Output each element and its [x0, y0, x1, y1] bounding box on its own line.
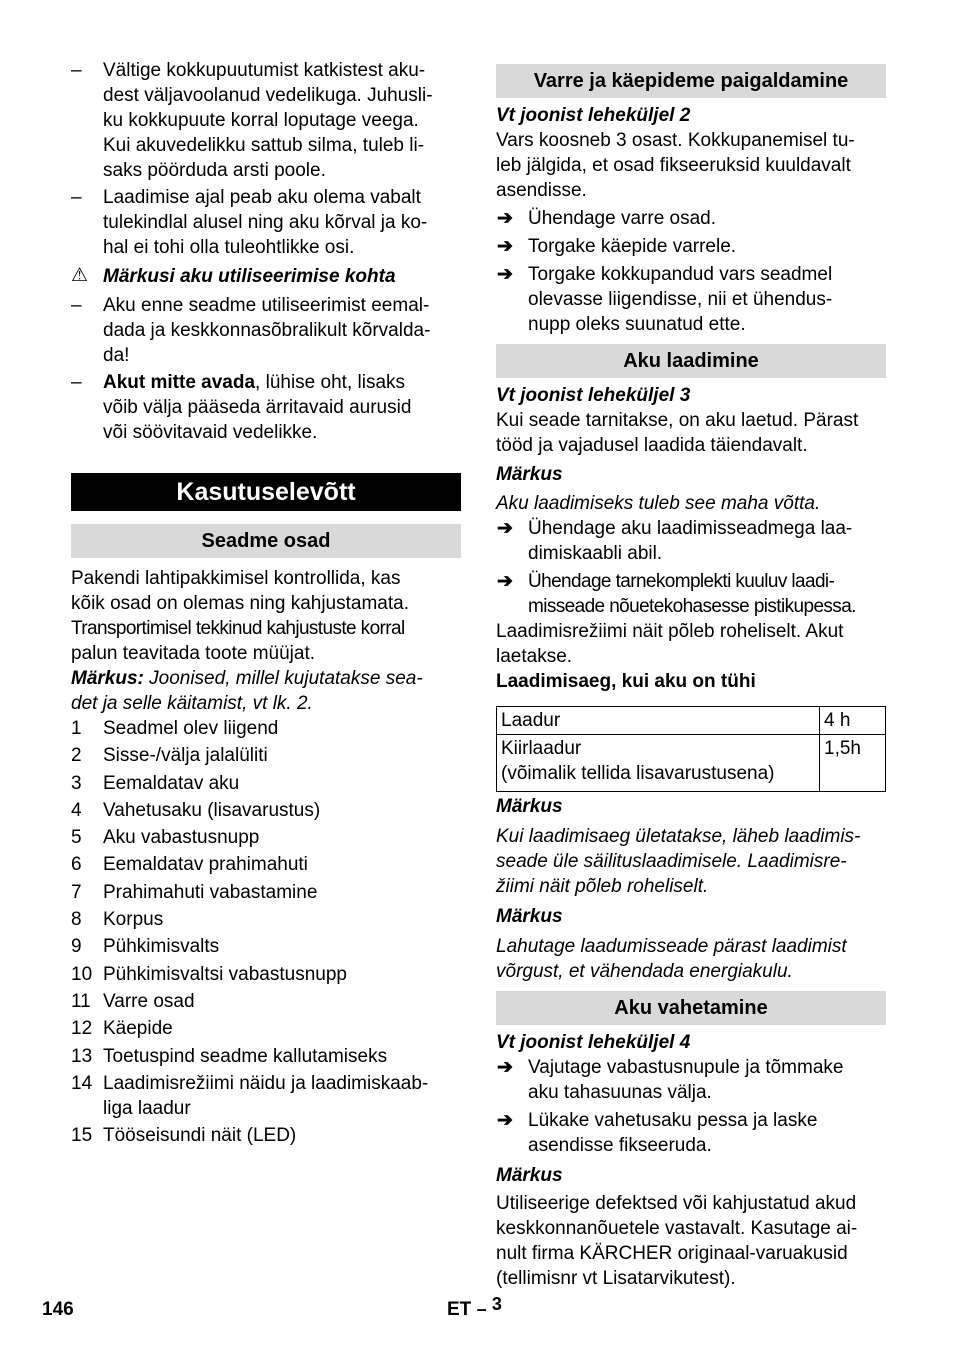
- list-item: [71, 989, 461, 1014]
- dash-mark: –: [71, 372, 82, 393]
- text-line: hal ei tohi olla tuleohtlikke osi.: [103, 237, 355, 258]
- step-list: [496, 206, 886, 337]
- text-line: Kui akuvedelikku sattub silma, tuleb li-: [103, 135, 425, 156]
- item-text: Varre osad: [103, 990, 195, 1012]
- text-line: asendisse.: [496, 180, 587, 201]
- cell-text: (võimalik tellida lisavarustusena): [501, 763, 775, 784]
- note-label: Märkus: [496, 796, 563, 817]
- subsection-title: Seadme osad: [71, 524, 461, 558]
- left-column: [71, 58, 461, 1150]
- text-line: Laadimisrežiimi näit põleb roheliselt. Akut: [496, 621, 844, 642]
- figure-reference: Vt joonist leheküljel 2: [496, 105, 691, 126]
- dash-mark: –: [71, 187, 82, 208]
- table-cell: 1,5h: [820, 735, 886, 792]
- footer-dash: –: [476, 1299, 487, 1319]
- paragraph: [496, 408, 886, 458]
- step-text: Ühendage aku laadimisseadmega laa-: [528, 518, 853, 539]
- text-line: Laadimise ajal peab aku olema vabalt: [103, 187, 421, 208]
- item-text: Laadimisrežiimi näidu ja laadimiskaab-: [103, 1072, 429, 1094]
- list-item: [71, 962, 461, 987]
- text-line: žiimi näit põleb roheliselt.: [496, 876, 709, 897]
- list-item: [71, 1044, 461, 1069]
- text-line: Kui seade tarnitakse, on aku laetud. Pärast: [496, 410, 859, 431]
- text-line: ku kokkupuute korral loputage veega.: [103, 110, 419, 131]
- text-run: , lühise oht, lisaks: [255, 372, 406, 393]
- subsection-title: Aku vahetamine: [496, 991, 886, 1025]
- item-text: Toetuspind seadme kallutamiseks: [103, 1045, 388, 1067]
- list-item: [71, 771, 461, 796]
- section-title: Kasutuselevõtt: [71, 473, 461, 511]
- item-number: 3: [71, 772, 82, 794]
- figure-reference: Vt joonist leheküljel 3: [496, 385, 691, 406]
- step-item: [496, 1055, 886, 1105]
- step-text: Torgake käepide varrele.: [528, 236, 737, 257]
- list-item: [71, 293, 461, 368]
- step-text: Torgake kokkupandud vars seadmel: [528, 264, 833, 285]
- parts-list: [71, 716, 461, 1148]
- step-text: asendisse fikseeruda.: [528, 1135, 712, 1156]
- text-line: dada ja keskkonnasõbralikult kõrvalda-: [103, 320, 431, 341]
- intro-paragraph: [71, 566, 461, 666]
- dash-mark: –: [71, 60, 82, 81]
- text-line: Kui laadimisaeg ületatakse, läheb laadimis-: [496, 826, 861, 847]
- note-label: Märkus: [496, 464, 563, 485]
- arrow-icon: ➔: [497, 208, 513, 229]
- text-line: da!: [103, 345, 130, 366]
- table-cell: [497, 707, 820, 735]
- step-item: [496, 569, 886, 619]
- step-item: [496, 516, 886, 566]
- arrow-icon: ➔: [497, 264, 513, 285]
- text-run: Joonised, millel kujutatakse sea-: [143, 668, 423, 689]
- list-item: [71, 58, 461, 183]
- text-line: dest väljavoolanud vedelikuga. Juhusli-: [103, 85, 433, 106]
- text-line: det ja selle käitamist, vt lk. 2.: [71, 693, 313, 714]
- item-text: Tööseisundi näit (LED): [103, 1125, 297, 1147]
- item-text: Vahetusaku (lisavarustus): [103, 799, 321, 821]
- item-number: 8: [71, 909, 82, 931]
- table-cell: 4 h: [820, 707, 886, 735]
- item-number: 6: [71, 854, 82, 876]
- item-text: Aku vabastusnupp: [103, 827, 260, 849]
- step-text: olevasse liigendisse, nii et ühendus-: [528, 289, 833, 310]
- paragraph: [496, 128, 886, 203]
- item-number: 13: [71, 1045, 93, 1067]
- arrow-icon: ➔: [497, 571, 513, 592]
- item-text: Eemaldatav aku: [103, 772, 240, 794]
- item-number: 14: [71, 1072, 93, 1094]
- item-text: liga laadur: [103, 1097, 191, 1119]
- list-item: [71, 1016, 461, 1041]
- text-line: Vältige kokkupuutumist katkistest aku-: [103, 60, 426, 81]
- text-line: tulekindlal alusel ning aku kõrval ja ko-: [103, 212, 428, 233]
- step-item: [496, 234, 886, 259]
- section-page: 3: [491, 1294, 502, 1314]
- list-item: [71, 716, 461, 741]
- item-text: Pühkimisvalts: [103, 936, 220, 958]
- text-line: võrgust, et vähendada energiakulu.: [496, 961, 793, 982]
- item-number: 15: [71, 1125, 93, 1147]
- text-line: või söövitavaid vedelikke.: [103, 422, 318, 443]
- step-text: misseade nõuetekohasesse pistikupessa.: [528, 596, 856, 617]
- text-line: palun teavitada toote müüjat.: [71, 643, 316, 664]
- item-number: 11: [71, 990, 91, 1012]
- text-line: Lahutage laadumisseade pärast laadimist: [496, 936, 847, 957]
- step-item: [496, 1108, 886, 1158]
- item-number: 5: [71, 827, 82, 849]
- figure-reference: Vt joonist leheküljel 4: [496, 1032, 691, 1053]
- step-item: [496, 262, 886, 337]
- warning-heading: [71, 264, 461, 289]
- text-line: laetakse.: [496, 646, 573, 667]
- text-line: Vars koosneb 3 osast. Kokkupanemisel tu-: [496, 130, 855, 151]
- step-text: Ühendage varre osad.: [528, 208, 717, 229]
- subsection-title: Aku laadimine: [496, 344, 886, 378]
- list-item: [71, 1123, 461, 1148]
- list-item: [71, 880, 461, 905]
- list-item: [71, 934, 461, 959]
- item-number: 7: [71, 881, 82, 903]
- subsection-title: Varre ja käepideme paigaldamine: [496, 64, 886, 98]
- text-line: seade üle säilituslaadimisele. Laadimisre-: [496, 851, 847, 872]
- paragraph: [496, 1191, 886, 1291]
- dash-mark: –: [71, 295, 82, 316]
- item-number: 10: [71, 963, 93, 985]
- note-label: Märkus: [496, 906, 563, 927]
- arrow-icon: ➔: [497, 236, 513, 257]
- step-list: [496, 516, 886, 619]
- text-line: Pakendi lahtipakkimisel kontrollida, kas: [71, 568, 401, 589]
- step-text: Vajutage vabastusnupule ja tõmmake: [528, 1057, 844, 1078]
- table-cell: [497, 735, 820, 792]
- list-item: [71, 185, 461, 260]
- text-line: Utiliseerige defektsed või kahjustatud akud: [496, 1193, 857, 1214]
- text-line: (tellimisnr vt Lisatarvikutest).: [496, 1268, 736, 1289]
- item-text: Seadmel olev liigend: [103, 718, 279, 739]
- text-line: kõik osad on olemas ning kahjustamata.: [71, 593, 409, 614]
- step-text: nupp oleks suunatud ette.: [528, 314, 746, 335]
- item-number: 12: [71, 1018, 93, 1040]
- step-text: dimiskaabli abil.: [528, 543, 663, 564]
- item-text: Korpus: [103, 909, 164, 931]
- text-line: Transportimisel tekkinud kahjustuste korral: [71, 618, 405, 639]
- warning-heading-text: Märkusi aku utiliseerimise kohta: [103, 266, 396, 287]
- note-label: Märkus: [496, 1165, 563, 1186]
- charging-time-heading: Laadimisaeg, kui aku on tühi: [496, 671, 756, 692]
- table-row: [497, 735, 886, 792]
- text-line: Aku enne seadme utiliseerimist eemal-: [103, 295, 430, 316]
- list-item: [71, 798, 461, 823]
- cell-text: Kiirlaadur: [501, 738, 582, 759]
- text-line: võib välja pääseda ärritavaid aurusid: [103, 397, 412, 418]
- footer-section-label: [447, 1294, 502, 1322]
- text-line: leb jälgida, et osad fikseeruksid kuuldavalt: [496, 155, 851, 176]
- note-label: Märkus:: [71, 668, 144, 689]
- charging-time-table: [496, 706, 886, 792]
- list-item: [71, 370, 461, 445]
- cell-text: Laadur: [501, 710, 561, 731]
- page-number: 146: [42, 1299, 74, 1320]
- list-item: [71, 743, 461, 768]
- item-number: 1: [71, 718, 82, 739]
- text-line: saks pöörduda arsti poole.: [103, 160, 326, 181]
- warning-icon: ⚠: [71, 265, 89, 286]
- table-row: [497, 707, 886, 735]
- item-text: Sisse-/välja jalalüliti: [103, 745, 268, 767]
- step-list: [496, 1055, 886, 1158]
- item-text: Prahimahuti vabastamine: [103, 881, 318, 903]
- paragraph: [496, 619, 886, 669]
- step-text: Ühendage tarnekomplekti kuuluv laadi-: [528, 571, 835, 592]
- text-line: [71, 666, 461, 691]
- list-item: [71, 1071, 461, 1121]
- text-line: nult firma KÄRCHER originaal-varuakusid: [496, 1243, 848, 1264]
- arrow-icon: ➔: [497, 518, 513, 539]
- item-number: 4: [71, 799, 82, 821]
- bold-warning: Akut mitte avada: [103, 372, 256, 393]
- item-text: Pühkimisvaltsi vabastusnupp: [103, 963, 347, 985]
- list-item: [71, 852, 461, 877]
- list-item: [71, 825, 461, 850]
- right-column: [496, 64, 886, 1291]
- language-code: ET: [447, 1299, 472, 1320]
- note-text: Aku laadimiseks tuleb see maha võtta.: [496, 493, 821, 514]
- text-line: [103, 370, 461, 395]
- list-item: [71, 907, 461, 932]
- step-text: Lükake vahetusaku pessa ja laske: [528, 1110, 818, 1131]
- step-text: aku tahasuunas välja.: [528, 1082, 712, 1103]
- item-text: Käepide: [103, 1018, 173, 1040]
- note-paragraph: [71, 666, 461, 716]
- step-item: [496, 206, 886, 231]
- note-text: [496, 934, 886, 984]
- item-number: 2: [71, 745, 82, 767]
- text-line: tööd ja vajadusel laadida täiendavalt.: [496, 435, 808, 456]
- arrow-icon: ➔: [497, 1057, 513, 1078]
- item-text: Eemaldatav prahimahuti: [103, 854, 308, 876]
- note-text: [496, 824, 886, 899]
- item-number: 9: [71, 936, 82, 958]
- arrow-icon: ➔: [497, 1110, 513, 1131]
- text-line: keskkonnanõuetele vastavalt. Kasutage ai-: [496, 1218, 858, 1239]
